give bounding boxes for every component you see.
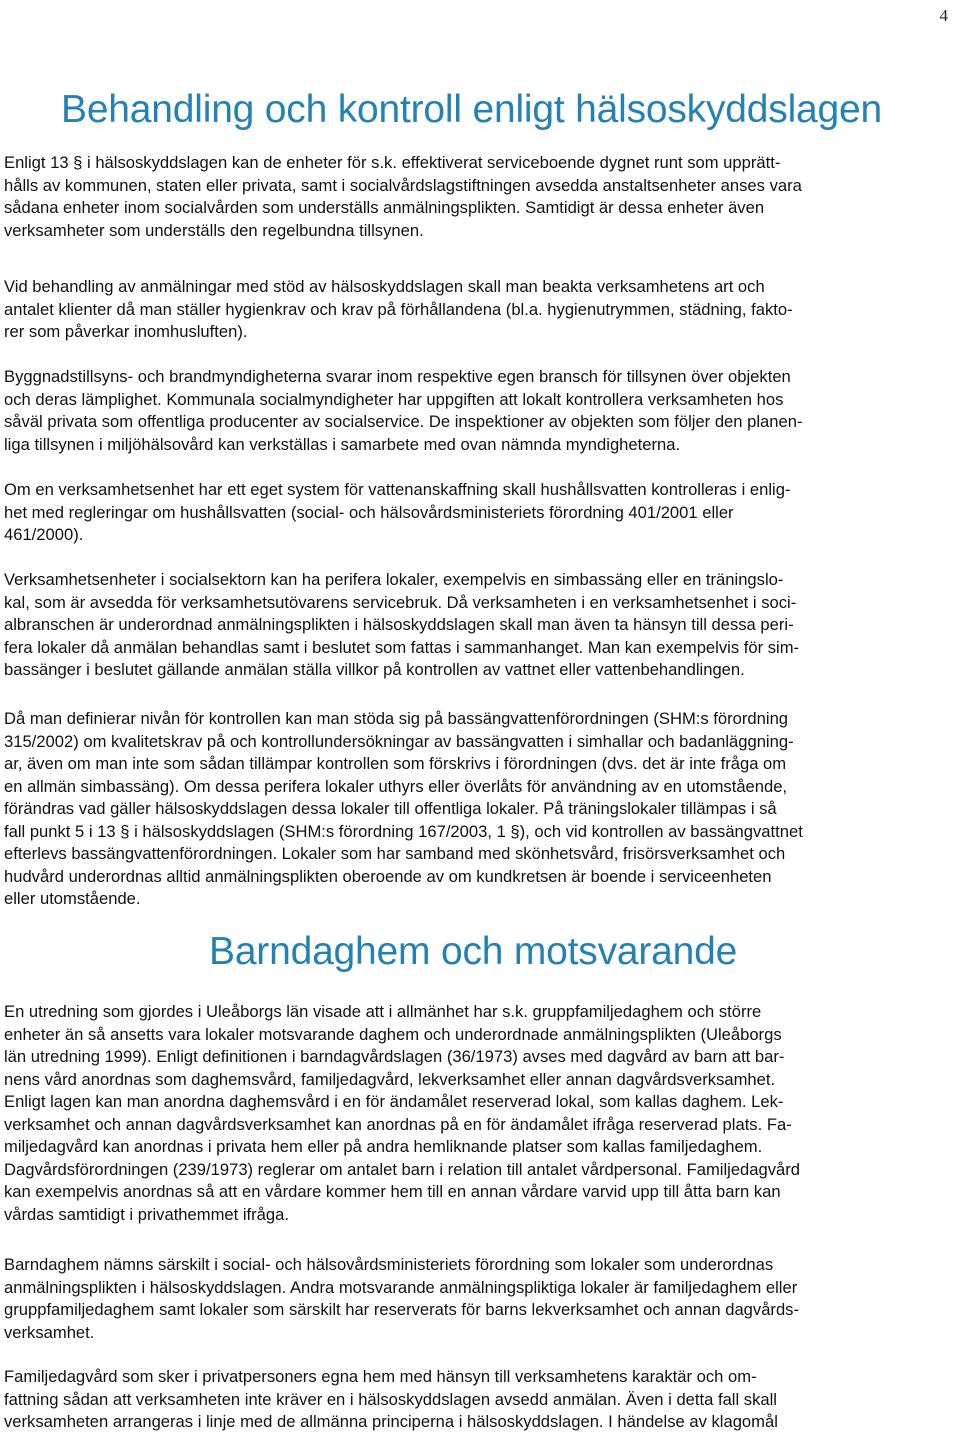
text-line: anmälningsplikten i hälsoskyddslagen. Andra motsvarande anmälningspliktiga lokaler är familjedaghem eller bbox=[4, 1277, 798, 1297]
text-line: fattning sådan att verksamheten inte kräver en i hälsoskyddslagen avsedd anmälan. Även i detta fall skall bbox=[4, 1389, 777, 1409]
text-line: Byggnadstillsyns- och brandmyndigheterna svarar inom respektive egen bransch för tillsynen över objekten bbox=[4, 367, 791, 386]
text-line: Dagvårdsförordningen (239/1973) reglerar om antalet barn i relation till antalet vårdpersonal. Familjedagvård bbox=[4, 1159, 801, 1179]
paragraph bbox=[4, 479, 956, 547]
text-line: fera lokaler då anmälan behandlas samt i beslutet som fattas i sammanhanget. Man kan exempelvis för sim- bbox=[4, 637, 800, 657]
text-line: 315/2002) om kvalitetskrav på och kontrollundersökningar av bassängvatten i simhallar och badanläggning- bbox=[4, 731, 794, 751]
text-line: Enligt 13 § i hälsoskyddslagen kan de enheter för s.k. effektiverat serviceboende dygnet runt som upprätt- bbox=[4, 153, 781, 172]
text-line: kan exempelvis anordnas så att en vårdare kommer hem till en annan vårdare varvid upp till åtta barn kan bbox=[4, 1182, 781, 1201]
text-line: län utredning 1999). Enligt definitionen i barndagvårdslagen (36/1973) avses med dagvård av barn att bar- bbox=[4, 1047, 785, 1066]
section-heading-barndaghem: Barndaghem och motsvarande bbox=[209, 930, 738, 973]
text-line: Verksamhetsenheter i socialsektorn kan ha perifera lokaler, exempelvis en simbassäng eller en träningslo- bbox=[4, 570, 784, 589]
text-line: hudvård underordnas alltid anmälningsplikten oberoende av om kundkretsen är boende i serviceenheten bbox=[4, 866, 772, 886]
text-line: Enligt lagen kan man anordna daghemsvård i en för ändamålet reserverad lokal, som kallas daghem. Lek- bbox=[4, 1092, 784, 1111]
section-heading-behandling: Behandling och kontroll enligt hälsoskyddslagen bbox=[61, 88, 882, 131]
text-line: liga tillsynen i miljöhälsovård kan verkställas i samarbete med ovan nämnda myndigheterna. bbox=[4, 434, 681, 454]
paragraph bbox=[4, 366, 956, 456]
page-number: 4 bbox=[939, 6, 948, 25]
text-line: efterlevs bassängvattenförordningen. Lokaler som har samband med skönhetsvård, frisörsverksamhet och bbox=[4, 844, 786, 863]
text-line: nens vård anordnas som daghemsvård, familjedagvård, lekverksamhet eller annan dagvårdsverksamhet. bbox=[4, 1069, 776, 1089]
text-line: verksamheten arrangeras i linje med de allmänna principerna i hälsoskyddslagen. I händelse av klagomål bbox=[4, 1412, 778, 1431]
text-line: ar, även om man inte som sådan tillämpar kontrollen som förskrivs i förordningen (dvs. det är inte fråga om bbox=[4, 754, 787, 773]
paragraph bbox=[4, 152, 956, 242]
text-line: 461/2000). bbox=[4, 525, 84, 544]
text-line: sådana enheter inom socialvården som underställs anmälningsplikten. Samtidigt är dessa enheter även bbox=[4, 198, 765, 217]
text-line: Om en verksamhetsenhet har ett eget system för vattenanskaffning skall hushållsvatten kontrolleras i enlig- bbox=[4, 480, 791, 499]
text-line: Familjedagvård som sker i privatpersoners egna hem med hänsyn till verksamhetens karaktär och om- bbox=[4, 1367, 757, 1386]
text-line: en allmän simbassäng). Om dessa perifera lokaler uthyrs eller överlåts för användning av en utomstående, bbox=[4, 776, 788, 796]
paragraph bbox=[4, 569, 956, 682]
text-line: gruppfamiljedaghem samt lokaler som särskilt har reserverats för barns lekverksamhet och annan dagvårds- bbox=[4, 1300, 800, 1319]
text-line: miljedagvård kan anordnas i privata hem eller på andra hemliknande platser som kallas familjedaghem. bbox=[4, 1137, 763, 1156]
paragraph bbox=[4, 1366, 956, 1434]
text-line: eller utomstående. bbox=[4, 889, 141, 908]
text-line: En utredning som gjordes i Uleåborgs län visade att i allmänhet har s.k. gruppfamiljedaghem och större bbox=[4, 1002, 762, 1021]
paragraph bbox=[4, 276, 956, 344]
text-line: albranschen är underordnad anmälningsplikten i hälsoskyddslagen skall man även ta hänsyn till dessa peri- bbox=[4, 615, 794, 634]
text-line: Barndaghem nämns särskilt i social- och hälsovårdsministeriets förordning som lokaler som underordnas bbox=[4, 1255, 774, 1274]
text-line: fall punkt 5 i 13 § i hälsoskyddslagen (SHM:s förordning 167/2003, 1 §), och vid kontrollen av bassängvattnet bbox=[4, 821, 803, 841]
paragraph bbox=[4, 1001, 956, 1226]
text-line: förändras vad gäller hälsoskyddslagen dessa lokaler till offentliga lokaler. På träningslokaler tillämpas i så bbox=[4, 799, 777, 818]
text-line: Vid behandling av anmälningar med stöd av hälsoskyddslagen skall man beakta verksamhetens art och bbox=[4, 277, 765, 296]
text-line: hålls av kommunen, staten eller privata, samt i socialvårdslagstiftningen avsedda anstaltsenheter anses vara bbox=[4, 175, 802, 195]
text-line: kal, som är avsedda för verksamhetsutövarens servicebruk. Då verksamheten i en verksamhetsenhet i soci- bbox=[4, 592, 797, 612]
text-line: het med regleringar om hushållsvatten (social- och hälsovårdsministeriets förordning 401/2001 eller bbox=[4, 502, 734, 522]
text-line: bassänger i beslutet gällande anmälan ställa villkor på kontrollen av vattnet eller vattenbehandlingen. bbox=[4, 660, 745, 679]
text-line: verksamhet. bbox=[4, 1322, 95, 1342]
text-line: vårdas samtidigt i privathemmet ifråga. bbox=[4, 1204, 289, 1224]
text-line: verksamheter som underställs den regelbundna tillsynen. bbox=[4, 220, 424, 240]
text-line: och deras lämplighet. Kommunala socialmyndigheter har uppgiften att lokalt kontrollera verksamheten hos bbox=[4, 389, 784, 409]
text-line: rer som påverkar inomhusluften). bbox=[4, 322, 248, 341]
text-line: enheter än så ansetts vara lokaler motsvarande daghem och underordnade anmälningsplikten (Uleåborgs bbox=[4, 1024, 782, 1044]
text-line: antalet klienter då man ställer hygienkrav och krav på förhållandena (bl.a. hygienutrymmen, städning, fakto- bbox=[4, 299, 793, 319]
paragraph bbox=[4, 1254, 956, 1344]
text-line: verksamhet och annan dagvårdsverksamhet kan anordnas på en för ändamålet ifråga reserverad plats. Fa- bbox=[4, 1114, 792, 1134]
paragraph bbox=[4, 708, 956, 911]
text-line: såväl privata som offentliga producenter av socialservice. De inspektioner av objekten som följer den planen- bbox=[4, 412, 803, 431]
text-line: Då man definierar nivån för kontrollen kan man stöda sig på bassängvattenförordningen (SHM:s förordning bbox=[4, 709, 789, 728]
